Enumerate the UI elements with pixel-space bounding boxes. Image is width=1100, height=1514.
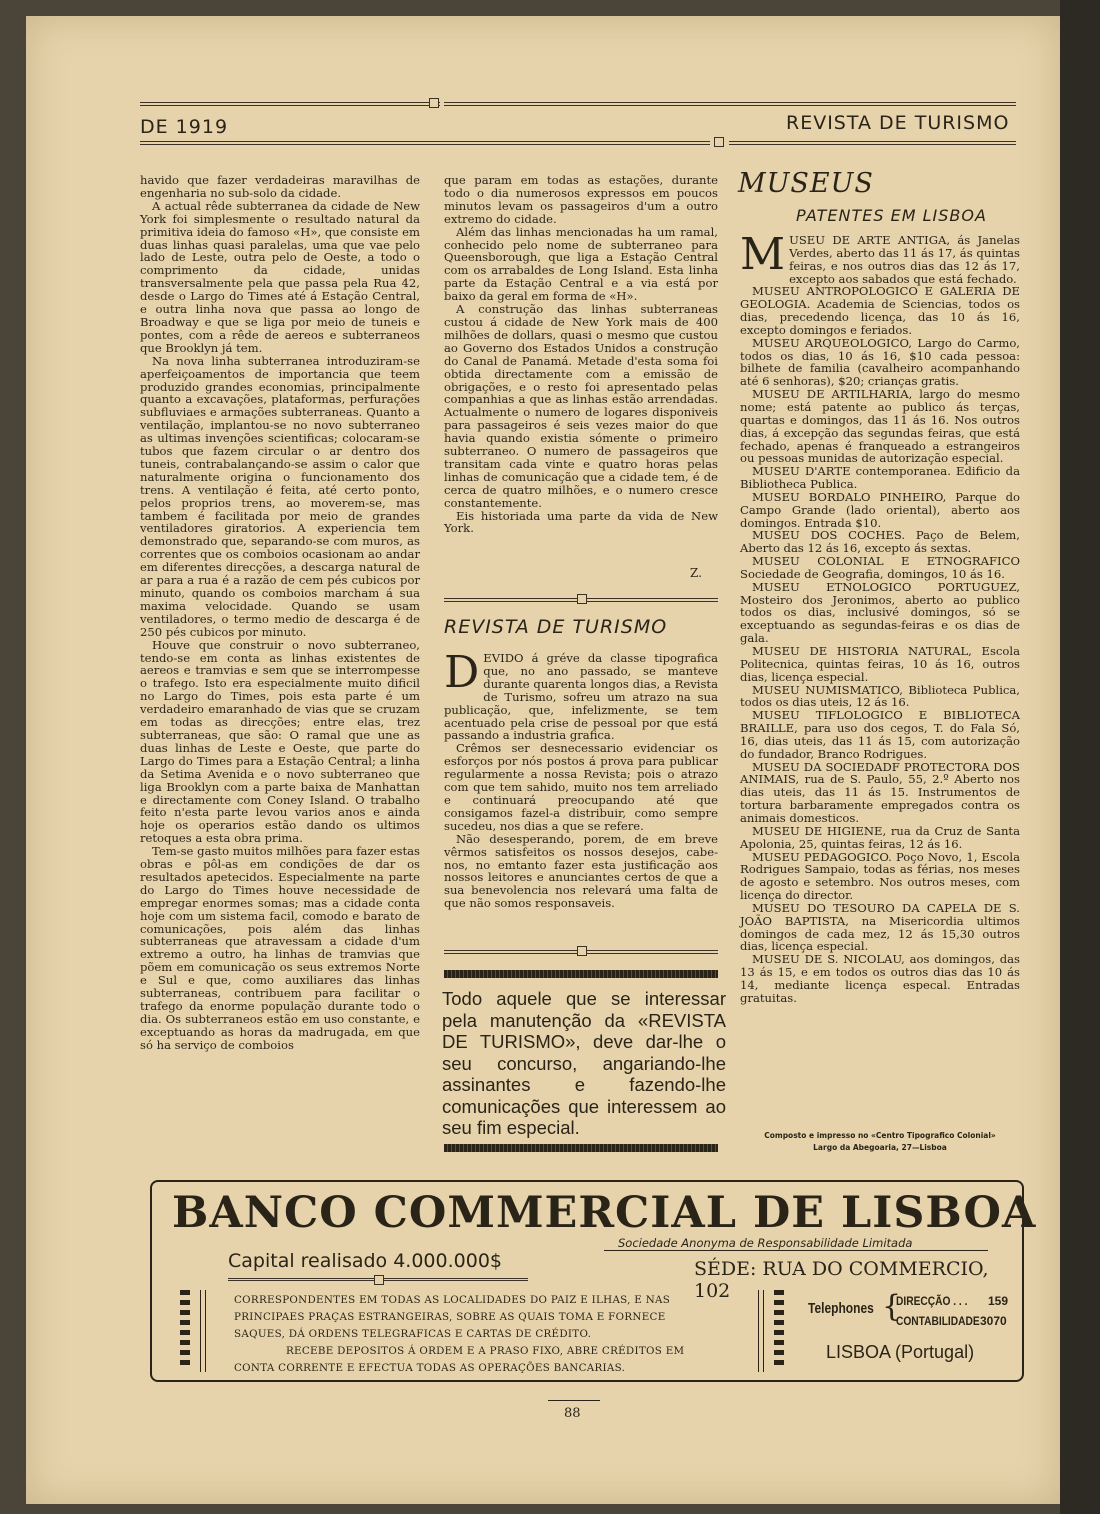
- bank-services: [234, 1292, 744, 1377]
- ornament-column-right: [774, 1290, 784, 1370]
- museum-entry: [740, 337, 1020, 388]
- museus-list: [740, 229, 1020, 1005]
- museum-entry: [740, 465, 1020, 491]
- museum-entry-text: MUSEU DE HIGIENE, rua da Cruz de Santa Apolonia, 25, quintas feiras, 12 ás 16.: [740, 823, 1020, 851]
- book-spine: [1060, 0, 1100, 1514]
- column-1-paragraph: havido que fazer verdadeiras maravilhas de engenharia no sub-solo da cidade.: [140, 173, 420, 200]
- museum-entry-text: MUSEU TIFLOLOGICO E BIBLIOTECA BRAILLE, para uso dos cegos, T. do Fala Só, 16, dias uteis, das 11 ás 15, com autorização do fundador, Branco Rodrigues.: [740, 708, 1020, 761]
- museum-entry-text: MUSEU ANTROPOLOGICO E GALERIA DE GEOLOGIA. Academia de Sciencias, todos os dias, precedendo licença, das 10 ás 16, excepto domingos e feriados.: [740, 284, 1020, 337]
- museum-entry-text: MUSEU ARQUEOLOGICO, Largo do Carmo, todos os dias, 10 ás 16, $10 cada pessoa: bilhete de familia (cavalheiro acompanhando até 6 senhoras), $20; crianças gratis.: [740, 335, 1020, 389]
- drop-cap: M: [740, 229, 786, 280]
- direccao-label: DIRECÇÃO . . .: [896, 1294, 968, 1308]
- column-1-paragraph: A actual rêde subterranea da cidade de New York foi simplesmente o resultado natural da primitiva ideia do famoso «H», que consiste em duas linhas quasi paralelas, uma que vae pelo lado de Leste, outra pelo de Oeste, a todo o comprimento da cidade, unidas transversalmente pela que passa pela Rua 42, desde o Largo do Times até á Estação Central, e outra linha nova que passa ao longo de Broadway e que se liga por meio de tuneis e pontes, com a rêde de aereos e subterraneos que Brooklyn já tem.: [140, 198, 420, 355]
- ornament-square: [714, 137, 724, 147]
- museum-entry: [740, 902, 1020, 953]
- museum-entry-text: MUSEU PEDAGOGICO. Poço Novo, 1, Escola Rodrigues Sampaio, todas as férias, nos meses de agosto e setembro. Nos outros meses, com licença do director.: [740, 849, 1020, 903]
- museum-entry-text: MUSEU DE S. NICOLAU, aos domingos, das 13 ás 15, e em todos os outros dias das 10 ás 14, mediante licença especal. Entradas gratuitas.: [740, 952, 1020, 1005]
- museum-entry-text: MUSEU COLONIAL E ETNOGRAFICO Sociedade de Geografia, domingos, 10 ás 16.: [740, 554, 1020, 581]
- revista-title: REVISTA DE TURISMO: [444, 616, 668, 638]
- museum-entry-text: MUSEU ETNOLOGICO PORTUGUEZ, Mosteiro dos Jeronimos, aberto ao publico todos os dias, inclusivé domingos, só se exceptuando as segundas-feiras e os dias de gala.: [740, 579, 1020, 646]
- bank-society: Sociedade Anonyma de Responsabilidade Limitada: [618, 1236, 913, 1250]
- printer-line-2: Largo da Abegoaria, 27—Lisboa: [813, 1143, 947, 1152]
- museum-entry: [740, 953, 1020, 1004]
- museum-entry: [740, 285, 1020, 336]
- museum-entry: [740, 645, 1020, 684]
- revista-notice-text: [444, 647, 718, 911]
- museum-entry: [740, 825, 1020, 851]
- printer-line-1: Composto e impresso no «Centro Tipografico Colonial»: [764, 1131, 996, 1140]
- column-1-paragraph: Na nova linha subterranea introduziram-se aperfeiçoamentos de importancia que teem produzido grandes economias, principalmente quanto a excavações, plataformas, perfurações subfluviaes e armações subterraneas. Quanto a ventilação, implantou-se no novo subterraneo as ultimas invenções scientificas; colocaram-se tubos que fazem circular o ar dentro dos tuneis, contrabalançando-se assim o calor que naturalmente origina o funcionamento dos trens. A ventilação é feita, até certo ponto, pelos proprios trens, ao moverem-se, mas tambem é facilitada por meio de grandes ventiladores giratorios. A experiencia tem demonstrado que, separando-se com muros, as correntes que os comboios ocasionam ao andar em diferentes direcções, a descarga natural de ar para a rua é a razão de cem pés cubicos por minuto, quando os comboios marcham á sua maxima velocidade. Quando se usam ventiladores, o termo medio de descarga é de 250 pés cubicos por minuto.: [140, 353, 420, 639]
- ornament-column-left: [180, 1290, 190, 1370]
- services-line-5: CONTA CORRENTE E EFECTUA TODAS AS OPERAÇÕES BANCARIAS.: [234, 1362, 626, 1374]
- header-right: REVISTA DE TURISMO: [786, 112, 1010, 134]
- museum-entry: [740, 555, 1020, 581]
- ornament-square: [374, 1275, 384, 1285]
- drop-cap: D: [444, 647, 480, 698]
- museum-entry-text: MUSEU DA SOCIEDADF PROTECTORA DOS ANIMAIS, rua de S. Paulo, 55, 2.º Aberto nos dias uteis, das 11 ás 15. Instrumentos de tortura barbaramente empregados contra os animais domesticos.: [740, 759, 1020, 825]
- thick-bar-top: [444, 970, 718, 978]
- column-1-article: [140, 174, 420, 1052]
- header-rule-bottom-right: [729, 141, 1016, 145]
- column-2-paragraph: que param em todas as estações, durante todo o dia numerosos expressos em poucos minutos levam os passageiros d'um a outro extremo do cidade.: [444, 173, 718, 226]
- subscription-notice: Todo aquele que se interessar pela manutenção da «REVISTA DE TURISMO», deve dar-lhe o seu concurso, angariando-lhe assinantes e fazendo-lhe comunicações que interessem ao seu fim especial.: [442, 988, 726, 1138]
- header-rule-top-right: [444, 102, 1016, 106]
- column-2-paragraph: Além das linhas mencionadas ha um ramal, conhecido pelo nome de subterraneo para Queensborough, que liga a Estação Central com os arrabaldes de Long Island. Esta linha parte da Estação Central e a via está por baixo da geral em forma de «H».: [444, 224, 718, 304]
- museum-entry: [740, 581, 1020, 645]
- column-1-paragraph: Tem-se gasto muitos milhões para fazer estas obras e pôl-as em condições de dar os resultados apetecidos. Especialmente na parte do Largo do Times houve necessidade de empregar enormes somas; mas a cidade conta hoje com um sistema facil, comodo e barato de comunicações, pois além das linhas subterraneas que atravessam a cidade d'um extremo a outro, ha linhas de tramvias que põem em comunicação os seus extremos Norte e Sul e que, como auxiliares das linhas subterraneas, contribuem para facilitar o trafego da enorme população durante todo o dia. Os subterraneos estão em uso constante, e exceptuando as horas da madrugada, em que só ha serviço de comboios: [140, 844, 420, 1052]
- bank-city: LISBOA (Portugal): [826, 1342, 975, 1362]
- page-number: 88: [564, 1406, 581, 1421]
- services-line-3: SAQUES, DÁ ORDENS TELEGRAFICAS E CARTAS DE CRÉDITO.: [234, 1328, 592, 1340]
- museum-entry-text: MUSEU DO TESOURO DA CAPELA DE S. JOÃO BAPTISTA, na Misericordia ultimos domingos de cada mez, 12 ás 15,30 outros dias, licença especial.: [740, 900, 1020, 954]
- ornament-square: [429, 98, 439, 108]
- services-line-1: CORRESPONDENTES EM TODAS AS LOCALIDADES DO PAIZ E ILHAS, E NAS: [234, 1294, 671, 1306]
- museum-entry: [740, 851, 1020, 902]
- printer-credit: [740, 1130, 1020, 1154]
- bank-advertisement: [150, 1180, 1037, 1382]
- column-1-paragraph: Houve que construir o novo subterraneo, tendo-se em conta as linhas existentes de aereos e tramvias e sem que se interrompesse o trafego. Isto era especialmente muito dificil no Largo do Times, pois esta parte é um verdadeiro emaranhado de vias que se cruzam em todas as direcções; entre elas, trez subterraneas, que são: O ramal que une as duas linhas de Leste e Oeste, que parte do Largo do Times para a Estação Central; a linha da Setima Avenida e o novo subterraneo que liga Brooklyn com a parte baixa de Manhattan e directamente com Coney Island. O trabalho feito n'esta parte levou varios anos e ainda hoje os operarios estão dando os ultimos retoques a esta obra prima.: [140, 637, 420, 846]
- vertical-rule-right: [758, 1290, 764, 1372]
- museum-entry: [740, 761, 1020, 825]
- revista-paragraph-1: EVIDO á gréve da classe tipografica que, no ano passado, se manteve durante quarenta longos dias, a Revista de Turismo, sofreu um atrazo na sua publicação, que, infelizmente, se tem acentuado pela crise de pessoal por que está passando a industria grafica.: [444, 651, 718, 743]
- museum-entry-text: MUSEU NUMISMATICO, Biblioteca Publica, todos os dias uteis, 12 ás 16.: [740, 682, 1020, 710]
- museum-entry: [740, 529, 1020, 555]
- museum-entry: [740, 709, 1020, 760]
- revista-paragraph-3: Não desesperando, porem, de em breve vêrmos satisfeitos os nossos desejos, cabe-nos, no emtanto fazer esta justificação aos nossos leitores e anunciantes certos de que a sua benevolencia nos relevará uma falta de que não somos responsaveis.: [444, 831, 718, 911]
- museum-entry-text: USEU DE ARTE ANTIGA, ás Janelas Verdes, aberto das 11 ás 17, ás quintas feiras, e nos outros dias das 12 ás 17, excepto aos sabados que está fechado.: [789, 233, 1020, 286]
- museus-subtitle: PATENTES EM LISBOA: [796, 206, 987, 225]
- museum-entry-text: MUSEU DOS COCHES. Paço de Belem, Aberto das 12 ás 16, excepto ás sextas.: [740, 528, 1020, 556]
- telephones-label: Telephones: [808, 1300, 874, 1317]
- museum-entry: [740, 684, 1020, 710]
- article-signature: Z.: [690, 566, 702, 580]
- brace: {: [882, 1289, 902, 1324]
- column-2-paragraph: A construção das linhas subterraneas custou á cidade de New York mais de 400 milhões de dollars, quasi o mesmo que custou ao Governo dos Estados Unidos a construção do Canal de Panamá. Metade d'esta soma foi obtida directamente com a emissão de obrigações, e o resto foi apresentado pelas companhias a que as linhas estão arrendadas. Actualmente o numero de logares disponiveis para passageiros é seis vezes maior do que havia quando existia sómente o primeiro subterraneo. O numero de passageiros que transitam cada vinte e quatro horas pelas linhas de comunicação que a cidade tem, é de cerca de quatro milhões, e o numero cresce constantemente.: [444, 302, 718, 510]
- museus-title: MUSEUS: [738, 168, 874, 199]
- magazine-page: [26, 16, 1060, 1504]
- contabilidade-number: 3070: [980, 1314, 1007, 1328]
- museum-entry: [740, 229, 1020, 286]
- contabilidade-label: CONTABILIDADE: [896, 1314, 980, 1328]
- ornament-square: [577, 594, 587, 604]
- ornament-square: [577, 946, 587, 956]
- direccao-number: 159: [988, 1294, 1009, 1308]
- services-line-4: RECEBE DEPOSITOS Á ORDEM E A PRASO FIXO, ABRE CRÉDITOS EM: [286, 1345, 685, 1357]
- page-number-rule: [548, 1400, 600, 1401]
- bank-sede: SÉDE: RUA DO COMMERCIO, 102: [694, 1258, 989, 1302]
- vertical-rule-left: [200, 1290, 206, 1372]
- museum-entry-text: MUSEU DE ARTILHARIA, largo do mesmo nome; está patente ao publico ás terças, quartas e domingos, das 11 ás 16. Nos outros dias, á excepção das segundas feiras, que está fechado, apenas é franqueado a estrangeiros ou pessoas munidas de autorização especial.: [740, 387, 1020, 466]
- thick-bar-bottom: [444, 1144, 718, 1152]
- museum-entry: [740, 388, 1020, 465]
- museum-entry-text: MUSEU BORDALO PINHEIRO, Parque do Campo Grande (lado oriental), aberto aos domingos. Entrada $10.: [740, 489, 1020, 530]
- revista-paragraph-2: Crêmos ser desnecessario evidenciar os esforços por nós postos á prova para publicar regularmente a nossa Revista; pois o atrazo com que tem sahido, muito nos tem arreliado e continuará preocupando até que consigamos fazel-a distribuir, como sempre sucedeu, nos dias a que se refere.: [444, 741, 718, 833]
- museum-entry-text: MUSEU D'ARTE contemporanea. Edificio da Bibliotheca Publica.: [740, 464, 1020, 492]
- header-left: DE 1919: [140, 116, 229, 138]
- column-2-article: [444, 174, 718, 535]
- museum-entry-text: MUSEU DE HISTORIA NATURAL, Escola Politecnica, quintas feiras, 10 ás 16, outros dias, licença especial.: [740, 644, 1020, 684]
- header-rule-top-left: [140, 102, 440, 106]
- museum-entry: [740, 491, 1020, 530]
- society-rule: [604, 1250, 988, 1251]
- services-line-2: PRINCIPAES PRAÇAS ESTRANGEIRAS, SOBRE AS QUAIS TOMA E FORNECE: [234, 1311, 666, 1323]
- column-2-paragraph: Eis historiada uma parte da vida de New York.: [444, 508, 718, 536]
- bank-name: BANCO COMMERCIAL DE LISBOA: [172, 1188, 1037, 1238]
- bank-capital: Capital realisado 4.000.000$: [228, 1250, 502, 1272]
- header-rule-bottom-left: [140, 141, 710, 145]
